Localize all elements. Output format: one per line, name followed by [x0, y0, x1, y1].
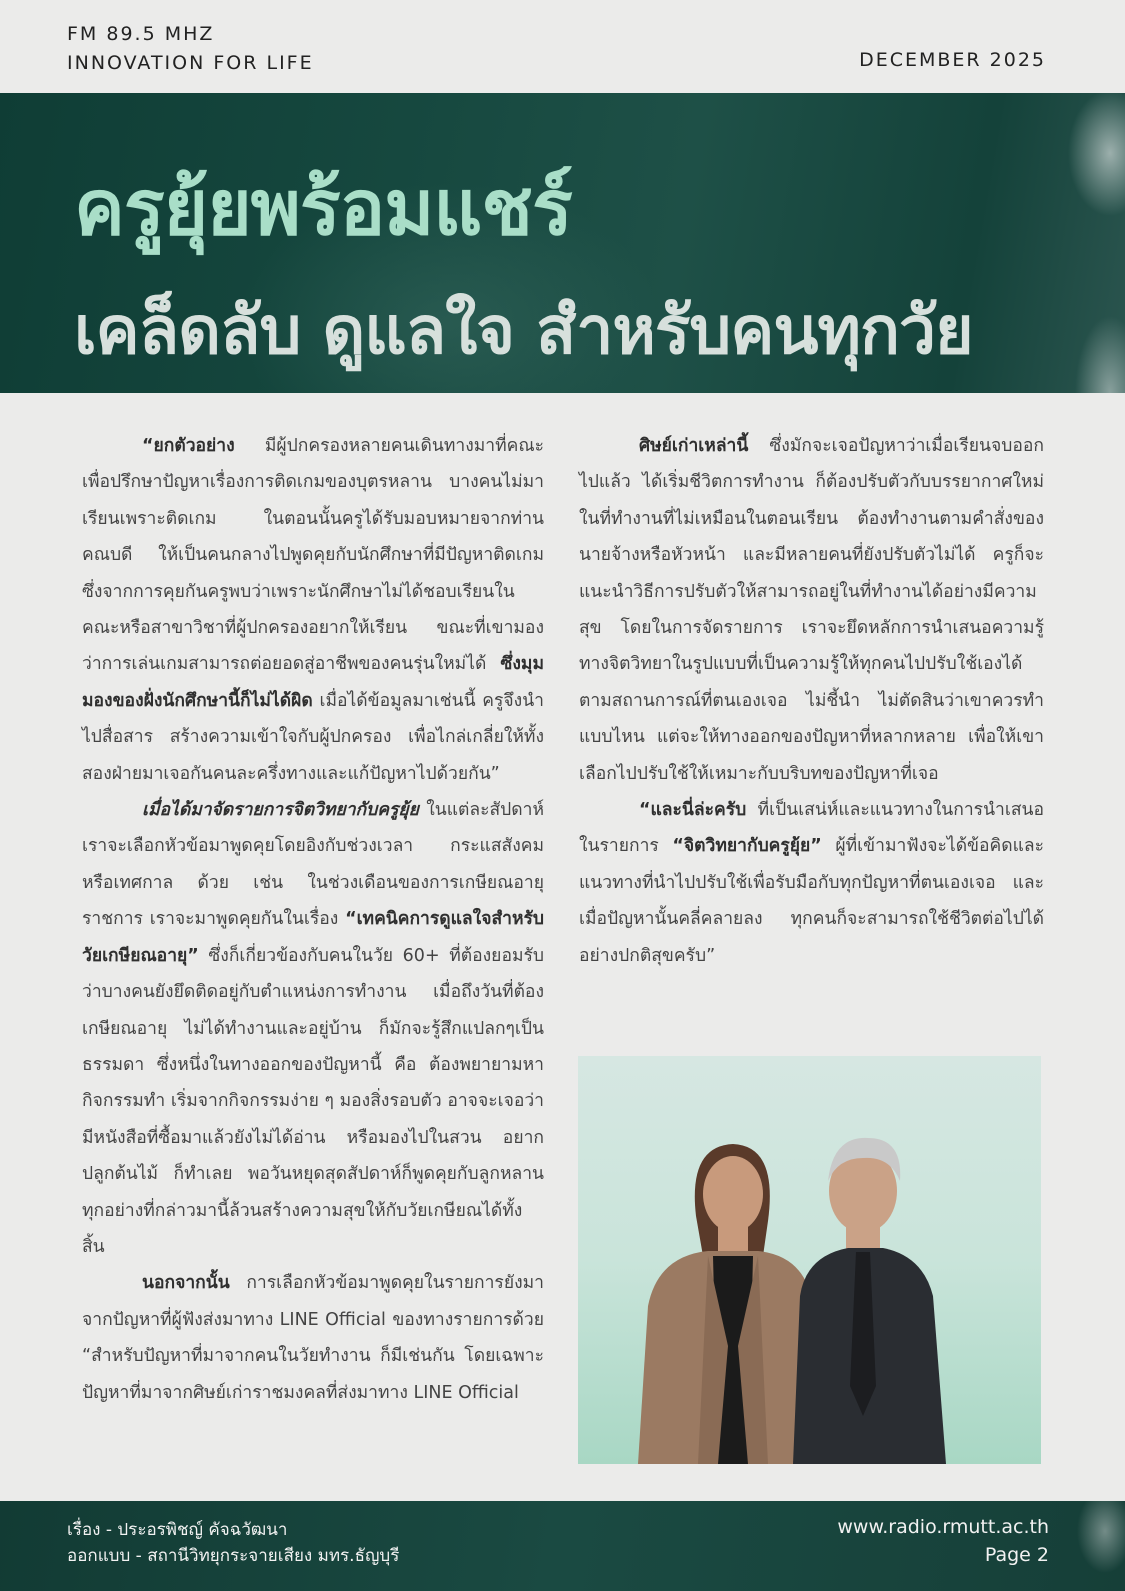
woman-figure [638, 1144, 818, 1464]
paragraph: นอกจากนั้น การเลือกหัวข้อมาพูดคุยในรายการยังมาจากปัญหาที่ผู้ฟังส่งมาทาง LINE Official ของทางรายการด้วย “สำหรับปัญหาที่มาจากคนในวัยทำงาน ก็มีเช่นกัน โดยเฉพาะปัญหาที่มาจากศิษย์เก่าราชมงคลที่ส่งมาทาง LINE Official [82, 1273, 544, 1403]
design-credit: ออกแบบ - สถานีวิทยุกระจายเสียง มทร.ธัญบุรี [67, 1546, 400, 1566]
headline-line-1: ครูยุ้ยพร้อมแชร์ [74, 163, 572, 252]
lead-in: นอกจากนั้น [142, 1273, 230, 1294]
emphasis: “เทคนิคการดูแลใจสำหรับวัยเกษียณอายุ” [82, 909, 544, 966]
lead-in: เมื่อได้มาจัดรายการจิตวิทยากับครูยุ้ย [142, 800, 419, 821]
paragraph: “และนี่ล่ะครับ ที่เป็นเสน่ห์และแนวทางในการนำเสนอในรายการ “จิตวิทยากับครูยุ้ย” ผู้ที่เข้ามาฟังจะได้ข้อคิดและแนวทางที่นำไปปรับใช้เพื่อรับมือกับทุกปัญหาที่ตนเองเจอ และเมื่อปัญหานั้นคลี่คลายลง ทุกคนก็จะสามารถใช้ชีวิตต่อไปได้อย่างปกติสุขครับ” [579, 800, 1045, 966]
paragraph: “ยกตัวอย่าง มีผู้ปกครองหลายคนเดินทางมาที่คณะเพื่อปรึกษาปัญหาเรื่องการติดเกมของบุตรหลาน บางคนไม่มาเรียนเพราะติดเกม ในตอนนั้นครูได้รับมอบหมายจากท่านคณบดี ให้เป็นคนกลางไปพูดคุยกับนักศึกษาที่มีปัญหาติดเกม ซึ่งจากการคุยกันครูพบว่าเพราะนักศึกษาไม่ได้ชอบเรียนในคณะหรือสาขาวิชาที่ผู้ปกครองอยากให้เรียน ขณะที่เขามองว่าการเล่นเกมสามารถต่อยอดสู่อาชีพของคนรุ่นใหม่ได้ ซึ่งมุมมองของฝั่งนักศึกษานี้ก็ไม่ได้ผิด เมื่อได้ข้อมูลมาเช่นนี้ ครูจึงนำไปสื่อสาร สร้างความเข้าใจกับผู้ปกครอง เพื่อไกล่เกลี่ยให้ทั้งสองฝ่ายมาเจอกันคนละครึ่งทางและแก้ปัญหาไปด้วยกัน” [82, 436, 544, 784]
page-number: Page 2 [984, 1544, 1049, 1566]
credits [67, 1517, 399, 1569]
masthead [67, 20, 314, 78]
issue-date: DECEMBER 2025 [859, 49, 1046, 71]
emphasis: ซึ่งมุมมองของฝั่งนักศึกษานี้ก็ไม่ได้ผิด [82, 654, 544, 711]
paragraph: เมื่อได้มาจัดรายการจิตวิทยากับครูยุ้ย ในแต่ละสัปดาห์ เราจะเลือกหัวข้อมาพูดคุยโดยอิงกับช่วงเวลา กระแสสังคม หรือเทศกาล ด้วย เช่น ในช่วงเดือนของการเกษียณอายุราชการ เราจะมาพูดคุยกันในเรื่อง “เทคนิคการดูแลใจสำหรับวัยเกษียณอายุ” ซึ่งก็เกี่ยวข้องกับคนในวัย 60+ ที่ต้องยอมรับว่าบางคนยังยึดติดอยู่กับตำแหน่งการทำงาน เมื่อถึงวันที่ต้องเกษียณอายุ ไม่ได้ทำงานและอยู่บ้าน ก็มักจะรู้สึกแปลกๆเป็นธรรมดา ซึ่งหนึ่งในทางออกของปัญหานี้ คือ ต้องพยายามหากิจกรรมทำ เริ่มจากกิจกรรมง่าย ๆ มองสิ่งรอบตัว อาจจะเจอว่ามีหนังสือที่ซื้อมาแล้วยังไม่ได้อ่าน หรือมองไปในสวน อยากปลูกต้นไม้ ก็ทำเลย พอวันหยุดสุดสัปดาห์ก็พูดคุยกับลูกหลาน ทุกอย่างที่กล่าวมานี้ล้วนสร้างความสุขให้กับวัยเกษียณได้ทั้งสิ้น [82, 800, 544, 1257]
footer-info [837, 1513, 1049, 1569]
paragraph: ศิษย์เก่าเหล่านี้ ซึ่งมักจะเจอปัญหาว่าเมื่อเรียนจบออกไปแล้ว ได้เริ่มชีวิตการทำงาน ก็ต้องปรับตัวกับบรรยากาศใหม่ในที่ทำงานที่ไม่เหมือนในตอนเรียน ต้องทำงานตามคำสั่งของนายจ้างหรือหัวหน้า และมีหลายคนที่ยังปรับตัวไม่ได้ ครูก็จะแนะนำวิธีการปรับตัวให้สามารถอยู่ในที่ทำงานได้อย่างมีความสุข โดยในการจัดรายการ เราจะยึดหลักการนำเสนอความรู้ทางจิตวิทยาในรูปแบบที่เป็นความรู้ให้ทุกคนไปปรับใช้เองได้ตามสถานการณ์ที่ตนเองเจอ ไม่ชี้นำ ไม่ตัดสินว่าเขาควรทำแบบไหน แต่จะให้ทางออกของปัญหาที่หลากหลาย เพื่อให้เขาเลือกไปปรับใช้ให้เหมาะกับบริบทของปัญหาที่เจอ [579, 436, 1044, 784]
lead-in: “และนี่ล่ะครับ [639, 800, 747, 821]
story-credit: เรื่อง - ประอรพิชญ์ คัจฉวัฒนา [67, 1520, 288, 1540]
station-frequency: FM 89.5 MHZ [67, 23, 215, 45]
headline-line-2: เคล็ดลับ ดูแลใจ สำหรับคนทุกวัย [74, 292, 973, 369]
man-figure [793, 1138, 946, 1464]
website-link[interactable]: www.radio.rmutt.ac.th [837, 1516, 1049, 1538]
lead-in: “ยกตัวอย่าง [142, 436, 235, 456]
lead-in: ศิษย์เก่าเหล่านี้ [639, 436, 749, 456]
article-column-right [579, 428, 1044, 974]
hosts-photo [578, 1056, 1041, 1464]
station-tagline: INNOVATION FOR LIFE [67, 52, 314, 74]
hosts-illustration [578, 1056, 1041, 1464]
emphasis: “จิตวิทยากับครูยุ้ย” [672, 836, 822, 857]
article-column-left [82, 428, 544, 1411]
title-banner [0, 93, 1125, 393]
page-footer [0, 1501, 1125, 1591]
